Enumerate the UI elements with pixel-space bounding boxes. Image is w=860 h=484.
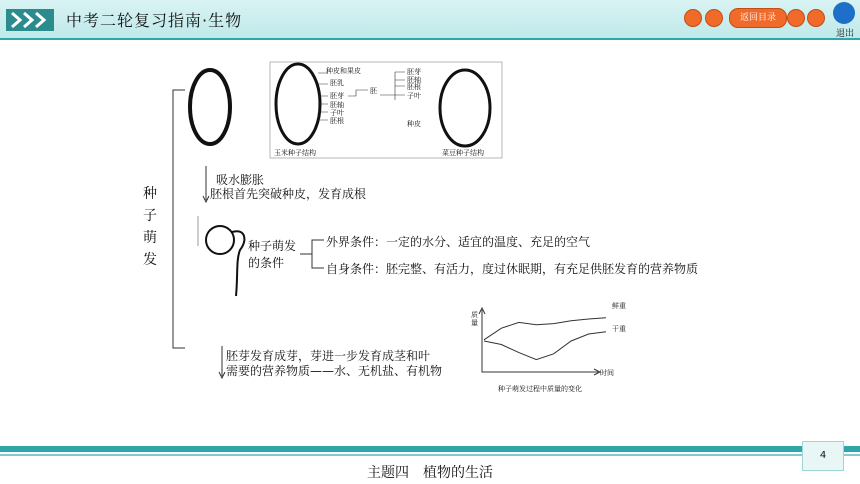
internal-conditions: 自身条件：胚完整、有活力，度过休眠期，有充足供胚发育的营养物质 <box>326 262 699 276</box>
step2-line2: 需要的营养物质——水、无机盐、有机物 <box>226 364 443 378</box>
chart-caption: 种子萌发过程中质量的变化 <box>498 385 582 393</box>
label-hypocotyl-corn: 胚轴 <box>330 101 344 109</box>
chart-series-dry-label: 干重 <box>612 325 626 333</box>
bean-half-image <box>440 70 490 146</box>
caption-corn: 玉米种子结构 <box>274 149 316 157</box>
label-radicle-corn: 胚根 <box>330 117 344 125</box>
chart-series-fresh-label: 鲜重 <box>612 302 626 310</box>
label-endosperm: 胚乳 <box>330 79 344 87</box>
germinating-seed-image <box>206 226 244 296</box>
label-plumule-corn: 胚芽 <box>330 92 344 100</box>
conditions-heading-2: 的条件 <box>248 256 285 270</box>
label-hypocotyl-bean: 胚轴 <box>407 76 421 84</box>
label-cotyledon-bean: 子叶 <box>407 92 421 100</box>
label-seed-coat-bean: 种皮 <box>407 120 421 128</box>
conditions-heading-1: 种子萌发 <box>248 239 297 253</box>
chart-line-fresh-weight <box>484 318 606 340</box>
caption-bean: 菜豆种子结构 <box>442 149 484 157</box>
back-to-contents-button[interactable]: 返回目录 <box>729 8 787 28</box>
step2-line1: 胚芽发育成芽，芽进一步发育成茎和叶 <box>226 349 431 363</box>
label-radicle-bean: 胚根 <box>407 83 421 91</box>
step1-line1: 吸水膨胀 <box>216 173 265 187</box>
page-title: 中考二轮复习指南·生物 <box>66 11 243 30</box>
footer-title: 主题四 植物的生活 <box>367 465 493 481</box>
label-embryo: 胚 <box>370 87 377 95</box>
vertical-label-seed-germination: 种 子 萌 发 <box>143 186 157 268</box>
label-plumule-bean: 胚芽 <box>407 68 421 76</box>
footer-bar <box>0 446 860 452</box>
external-conditions: 外界条件：一定的水分、适宜的温度、充足的空气 <box>326 235 591 249</box>
chart-ylabel: 质量 <box>471 311 478 327</box>
chart-line-dry-weight <box>484 332 606 360</box>
label-seed-coat-corn: 种皮和果皮 <box>326 67 361 75</box>
page-number: 4 <box>802 441 844 471</box>
chart-axes <box>479 308 600 375</box>
footer-bar-thin <box>0 454 860 456</box>
bean-seed-image <box>190 70 230 144</box>
label-cotyledon-corn: 子叶 <box>330 109 344 117</box>
exit-label: 退出 <box>836 29 855 39</box>
step1-line2: 胚根首先突破种皮，发育成根 <box>210 187 367 201</box>
chart-xlabel: 时间 <box>600 369 614 377</box>
corn-seed-image <box>276 64 320 144</box>
